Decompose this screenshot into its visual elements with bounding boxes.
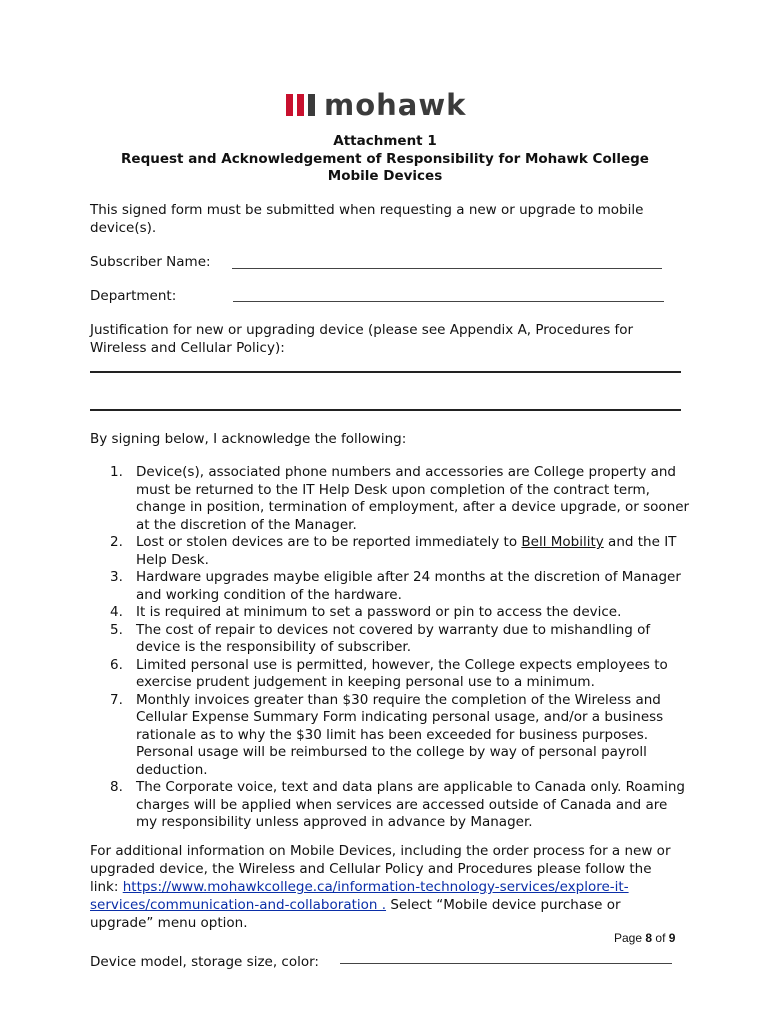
subscriber-name-label: Subscriber Name: bbox=[90, 254, 211, 270]
list-item-text: Lost or stolen devices are to be reported immediately to bbox=[136, 534, 522, 550]
justification-line-2[interactable] bbox=[90, 409, 681, 411]
list-item bbox=[90, 657, 690, 692]
list-item-text: It is required at minimum to set a password or pin to access the device. bbox=[136, 604, 622, 620]
list-item bbox=[90, 569, 690, 604]
list-item bbox=[90, 534, 690, 569]
more-info-post: Select “Mobile device purchase or upgrade” menu option. bbox=[90, 897, 621, 931]
list-item-number: 8. bbox=[110, 779, 123, 795]
list-item-number: 1. bbox=[110, 464, 123, 480]
list-item-number: 4. bbox=[110, 604, 123, 620]
list-item-text: Limited personal use is permitted, however, the College expects employees to exercise prudent judgement in keeping personal use to a minimum. bbox=[136, 656, 668, 690]
list-item-text: The Corporate voice, text and data plans are applicable to Canada only. Roaming charges will be applied when services are accessed outside of Canada and are my responsibility unless approved in advance by Manager. bbox=[136, 779, 685, 830]
department-label: Department: bbox=[90, 288, 177, 304]
list-item-number: 7. bbox=[110, 691, 123, 708]
form-title: Request and Acknowledgement of Responsibility for Mohawk College bbox=[121, 151, 649, 167]
list-item-text: Monthly invoices greater than $30 require the completion of the Wireless and Cellular Expense Summary Form indicating personal usage, and/or a business rationale as to why the $30 limit has been exceeded for business purposes. Personal usage will be reimbursed to the college by way of personal payroll deduction. bbox=[136, 691, 664, 778]
justification-label: Justification for new or upgrading device (please see Appendix A, Procedures for Wireless and Cellular Policy): bbox=[90, 322, 634, 356]
list-item-text: and the IT Help Desk. bbox=[136, 534, 677, 568]
list-item-number: 6. bbox=[110, 656, 123, 673]
device-model-field[interactable] bbox=[340, 963, 672, 964]
justification-line-1[interactable] bbox=[90, 371, 681, 373]
mohawk-it-services-link[interactable]: https://www.mohawkcollege.ca/information-technology-services/explore-it-services/communication-and-collaboration . bbox=[90, 879, 629, 913]
mohawk-logo bbox=[286, 88, 467, 122]
list-item-text: Device(s), associated phone numbers and accessories are College property and must be returned to the IT Help Desk upon completion of the contract term, change in position, termination of employment, after a device upgrade, or sooner at the discretion of the Manager. bbox=[136, 464, 690, 533]
page-word: Page bbox=[614, 931, 643, 945]
of-word: of bbox=[655, 931, 666, 945]
list-item bbox=[90, 622, 690, 657]
current-page: 8 bbox=[645, 931, 653, 945]
attachment-title: Attachment 1 bbox=[333, 133, 437, 149]
more-info-pre: For additional information on Mobile Devices, including the order process for a new or upgraded device, the Wireless and Cellular Policy and Procedures please follow the link: bbox=[90, 843, 671, 895]
list-item bbox=[90, 464, 690, 534]
logo-wordmark: mohawk bbox=[324, 88, 467, 122]
total-pages: 9 bbox=[668, 931, 676, 945]
form-subtitle: Mobile Devices bbox=[327, 168, 443, 184]
bell-mobility-link[interactable]: Bell Mobility bbox=[521, 534, 604, 550]
device-model-label: Device model, storage size, color: bbox=[90, 954, 319, 970]
list-item-text: Hardware upgrades maybe eligible after 24 months at the discretion of Manager and working condition of the hardware. bbox=[136, 569, 681, 603]
list-item-text: The cost of repair to devices not covered by warranty due to mishandling of device is the responsibility of subscriber. bbox=[136, 621, 651, 655]
department-field[interactable] bbox=[233, 301, 664, 302]
list-item bbox=[90, 779, 690, 832]
list-item bbox=[90, 604, 690, 622]
list-item bbox=[90, 692, 690, 780]
acknowledge-intro: By signing below, I acknowledge the following: bbox=[90, 431, 407, 447]
list-item-number: 2. bbox=[110, 534, 123, 550]
page-number bbox=[614, 931, 675, 945]
intro-text: This signed form must be submitted when requesting a new or upgrade to mobile device(s). bbox=[90, 202, 644, 236]
more-info-text bbox=[90, 842, 682, 932]
list-item-number: 5. bbox=[110, 621, 123, 638]
subscriber-name-field[interactable] bbox=[232, 268, 662, 269]
mohawk-logo-bars-icon bbox=[286, 94, 320, 116]
acknowledgement-list bbox=[90, 464, 690, 832]
list-item-number: 3. bbox=[110, 569, 123, 585]
